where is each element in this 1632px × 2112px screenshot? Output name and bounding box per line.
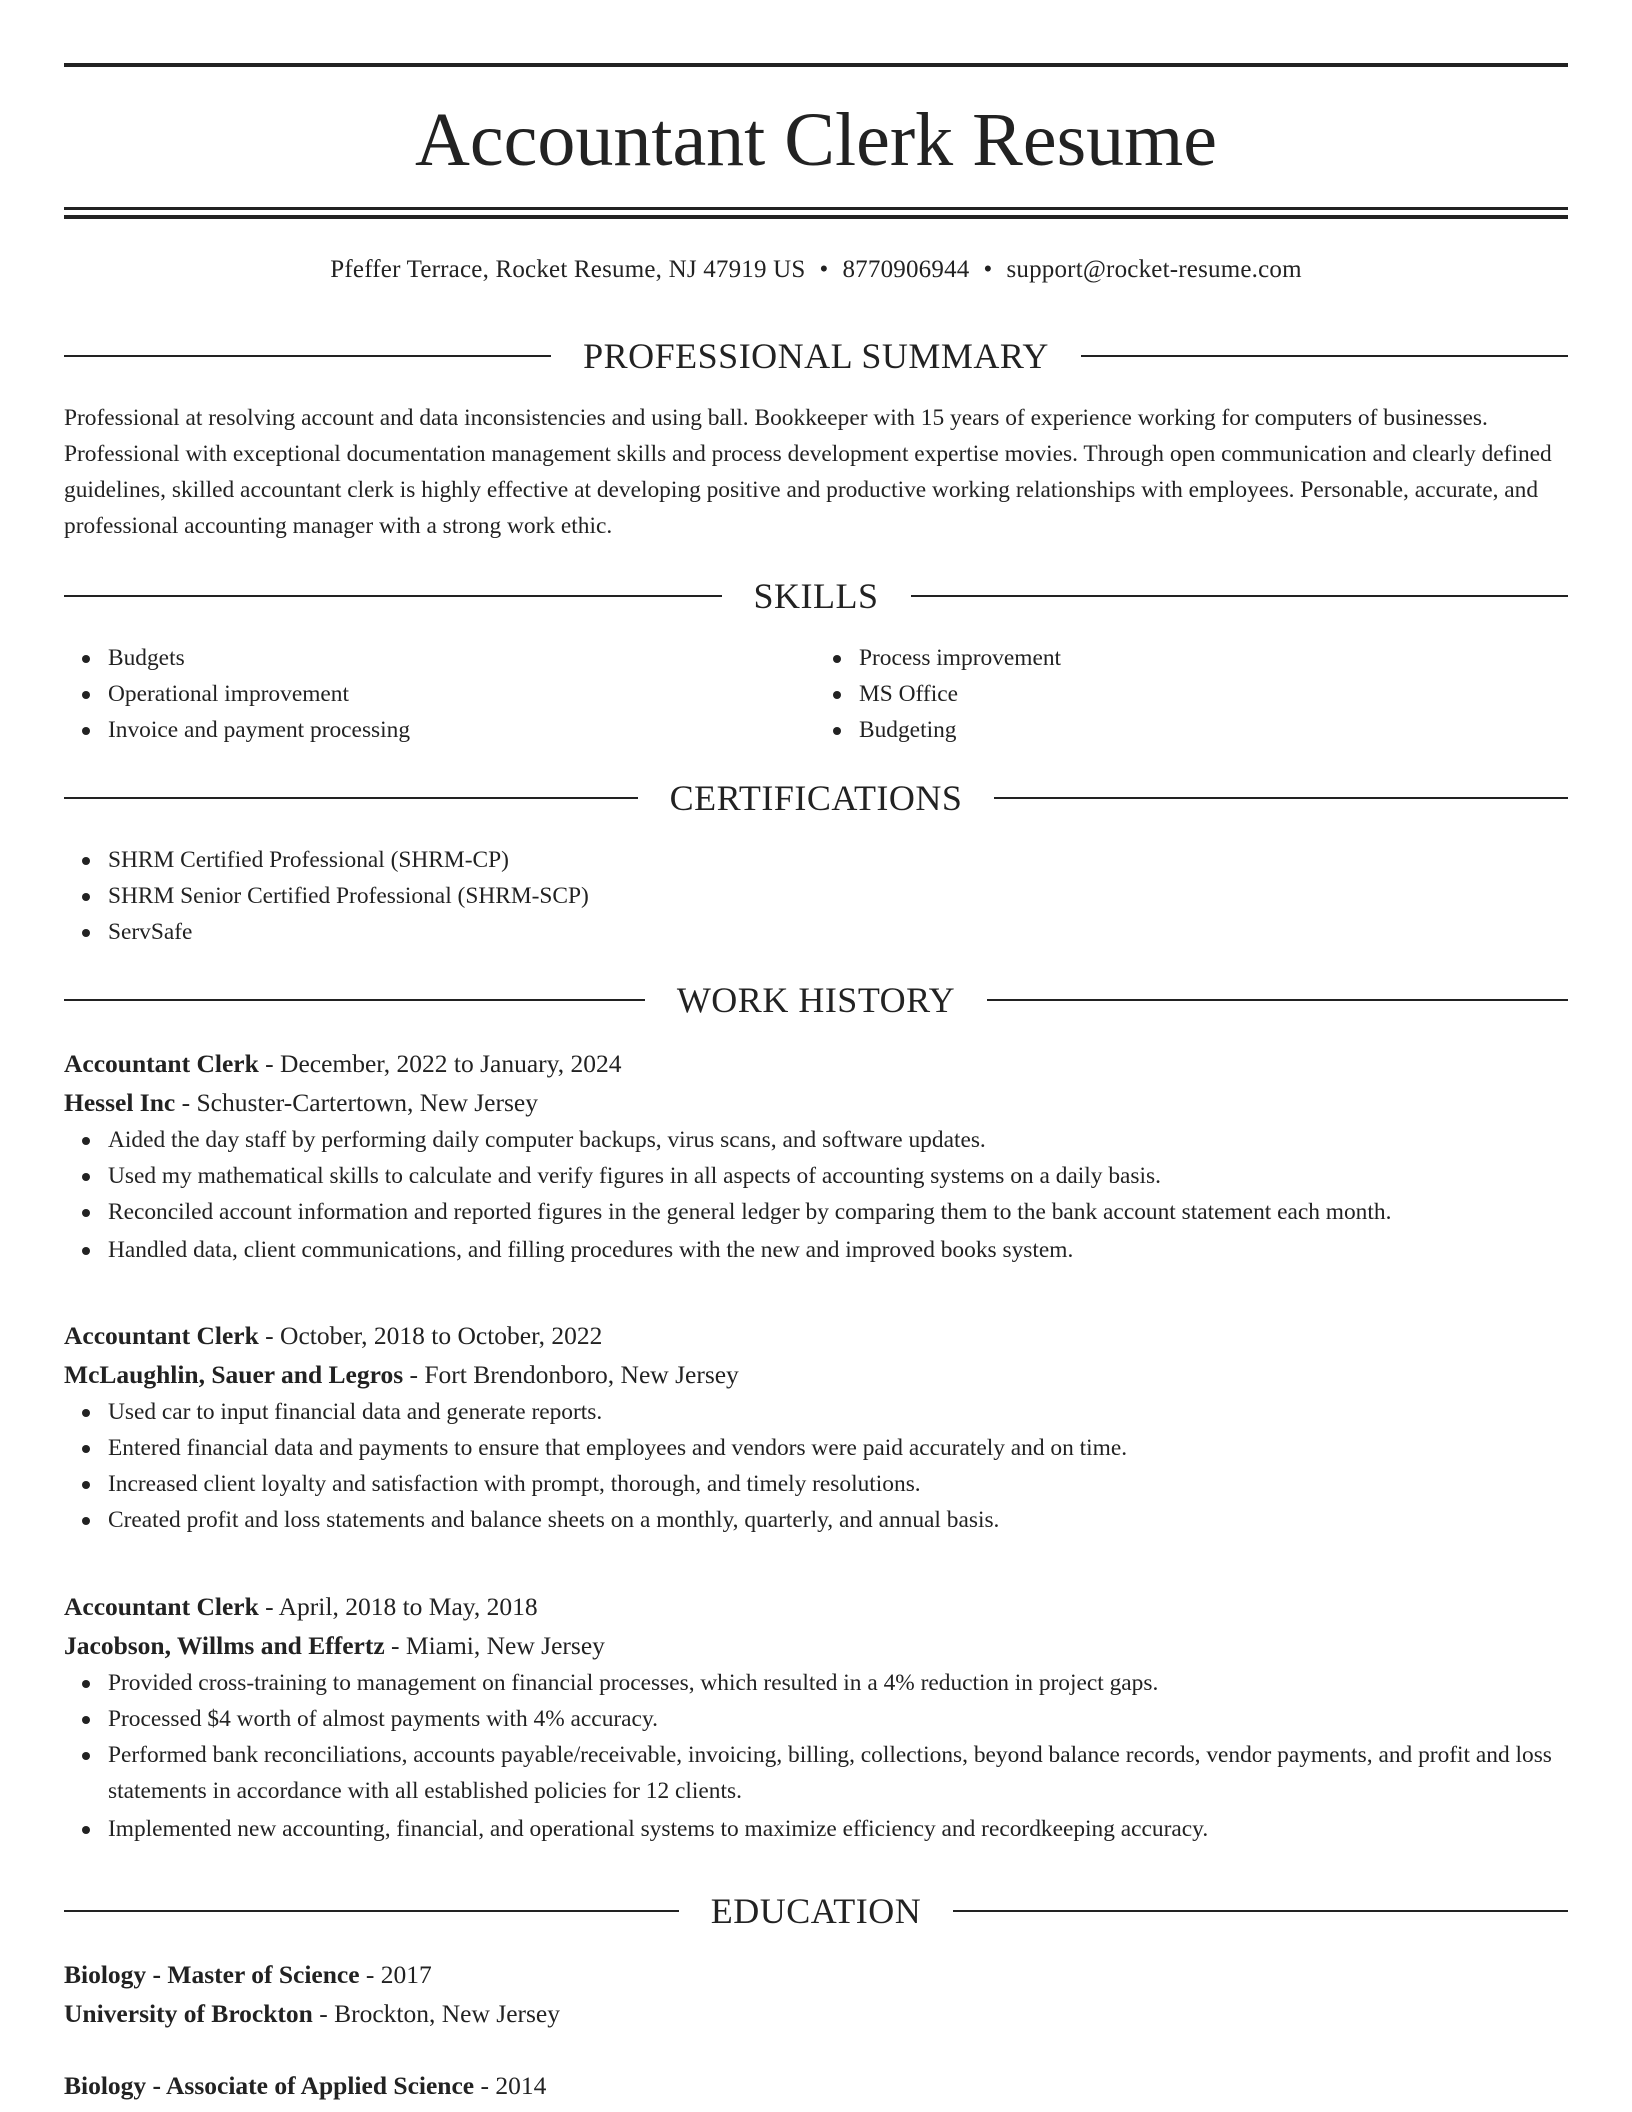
- double-rule-bottom: [64, 215, 1568, 219]
- school-line: [64, 1994, 1568, 2033]
- contact-separator: •: [819, 256, 829, 283]
- job-title-line: [64, 1587, 1568, 1626]
- job-company-line: [64, 1355, 1568, 1394]
- header-rule: [64, 797, 638, 799]
- header-rule: [911, 595, 1569, 597]
- section-header-education: [64, 1891, 1568, 1931]
- contact-line: [0, 253, 1632, 287]
- job-duties: [64, 1394, 1568, 1538]
- degree: Biology - Master of Science: [64, 1960, 360, 1989]
- degree-line: [64, 2066, 1568, 2105]
- header-rule: [994, 797, 1568, 799]
- header-rule: [64, 1910, 679, 1912]
- list-item: Budgets: [108, 640, 817, 676]
- job-entry: [64, 1316, 1568, 1538]
- header-rule: [953, 1910, 1568, 1912]
- job-entry: [64, 1587, 1568, 1847]
- section-title: PROFESSIONAL SUMMARY: [583, 336, 1049, 376]
- skills-column-left: [64, 640, 817, 748]
- list-item: Reconciled account information and reported figures in the general ledger by comparing them to the bank account statement each month.: [108, 1194, 1568, 1230]
- section-title: EDUCATION: [710, 1891, 922, 1931]
- contact-separator: •: [983, 256, 993, 283]
- summary-paragraph: Professional at resolving account and data inconsistencies and using ball. Bookkeeper with 15 years of experience working for computers of businesses. Professional with exceptional documentation management skills and process development expertise movies. Through open communication and clearly defined guidelines, skilled accountant clerk is highly effective at developing positive and productive working relationships with employees. Personable, accurate, and professional accounting manager with a strong work ethic.: [64, 405, 1552, 539]
- list-item: Process improvement: [859, 640, 1568, 676]
- list-item: Used car to input financial data and generate reports.: [108, 1394, 1568, 1430]
- skills-list: [64, 640, 1568, 748]
- header-rule: [1081, 355, 1568, 357]
- contact-phone: 8770906944: [842, 256, 970, 283]
- job-company-line: [64, 1083, 1568, 1122]
- job-company: McLaughlin, Sauer and Legros: [64, 1360, 404, 1389]
- resume-title: Accountant Clerk Resume: [414, 98, 1217, 182]
- list-item: Operational improvement: [108, 676, 817, 712]
- header-rule: [64, 595, 722, 597]
- list-item: Performed bank reconciliations, accounts payable/receivable, invoicing, billing, collections, beyond balance records, vendor payments, and profit and loss statements in accordance with all established policies for 12 clients.: [108, 1737, 1568, 1809]
- section-title: SKILLS: [753, 576, 879, 616]
- section-title: WORK HISTORY: [676, 980, 956, 1020]
- section-title: CERTIFICATIONS: [669, 778, 963, 818]
- job-title: Accountant Clerk: [64, 1321, 259, 1350]
- job-location: - Schuster-Cartertown, New Jersey: [175, 1088, 538, 1117]
- job-company: Hessel Inc: [64, 1088, 176, 1117]
- section-header-skills: [64, 576, 1568, 616]
- certifications-list: [64, 842, 1568, 950]
- list-item: Aided the day staff by performing daily computer backups, virus scans, and software updates.: [108, 1122, 1568, 1158]
- list-item: Handled data, client communications, and filling procedures with the new and improved books system.: [108, 1232, 1568, 1268]
- list-item: Used my mathematical skills to calculate and verify figures in all aspects of accounting systems on a daily basis.: [108, 1158, 1568, 1194]
- top-rule: [64, 63, 1568, 67]
- section-header-work-history: [64, 980, 1568, 1020]
- job-duties: [64, 1122, 1568, 1268]
- education-entry: [64, 1955, 1568, 2033]
- list-item: Implemented new accounting, financial, and operational systems to maximize efficiency and recordkeeping accuracy.: [108, 1811, 1568, 1847]
- degree: Biology - Associate of Applied Science: [64, 2071, 475, 2100]
- job-dates: - April, 2018 to May, 2018: [258, 1592, 538, 1621]
- contact-address: Pfeffer Terrace, Rocket Resume, NJ 47919 US: [330, 256, 806, 283]
- skills-column-right: [817, 640, 1568, 748]
- list-item: Increased client loyalty and satisfaction with prompt, thorough, and timely resolutions.: [108, 1466, 1568, 1502]
- job-title: Accountant Clerk: [64, 1049, 259, 1078]
- job-entry: [64, 1044, 1568, 1268]
- double-rule-top: [64, 207, 1568, 210]
- job-dates: - October, 2018 to October, 2022: [258, 1321, 603, 1350]
- list-item: SHRM Senior Certified Professional (SHRM-SCP): [108, 878, 1568, 914]
- job-company: Jacobson, Willms and Effertz: [64, 1631, 385, 1660]
- list-item: Created profit and loss statements and balance sheets on a monthly, quarterly, and annual basis.: [108, 1502, 1568, 1538]
- degree-line: [64, 1955, 1568, 1994]
- job-location: - Miami, New Jersey: [384, 1631, 605, 1660]
- job-duties: [64, 1665, 1568, 1847]
- section-header-summary: [64, 336, 1568, 376]
- education-entry: [64, 2066, 1568, 2105]
- degree-year: - 2014: [474, 2071, 547, 2100]
- degree-year: - 2017: [359, 1960, 432, 1989]
- header-rule: [987, 999, 1568, 1001]
- list-item: ServSafe: [108, 914, 1568, 950]
- job-title: Accountant Clerk: [64, 1592, 259, 1621]
- list-item: Budgeting: [859, 712, 1568, 748]
- school-location: - Brockton, New Jersey: [312, 1999, 561, 2028]
- job-company-line: [64, 1626, 1568, 1665]
- list-item: Provided cross-training to management on financial processes, which resulted in a 4% reduction in project gaps.: [108, 1665, 1568, 1701]
- job-dates: - December, 2022 to January, 2024: [258, 1049, 622, 1078]
- header-rule: [64, 999, 645, 1001]
- list-item: Invoice and payment processing: [108, 712, 817, 748]
- contact-email[interactable]: support@rocket-resume.com: [1006, 256, 1302, 283]
- list-item: MS Office: [859, 676, 1568, 712]
- list-item: Entered financial data and payments to ensure that employees and vendors were paid accurately and on time.: [108, 1430, 1568, 1466]
- section-header-certifications: [64, 778, 1568, 818]
- list-item: Processed $4 worth of almost payments with 4% accuracy.: [108, 1701, 1568, 1737]
- job-location: - Fort Brendonboro, New Jersey: [403, 1360, 739, 1389]
- header-rule: [64, 355, 551, 357]
- school: University of Brockton: [64, 1999, 313, 2028]
- job-title-line: [64, 1316, 1568, 1355]
- list-item: SHRM Certified Professional (SHRM-CP): [108, 842, 1568, 878]
- job-title-line: [64, 1044, 1568, 1083]
